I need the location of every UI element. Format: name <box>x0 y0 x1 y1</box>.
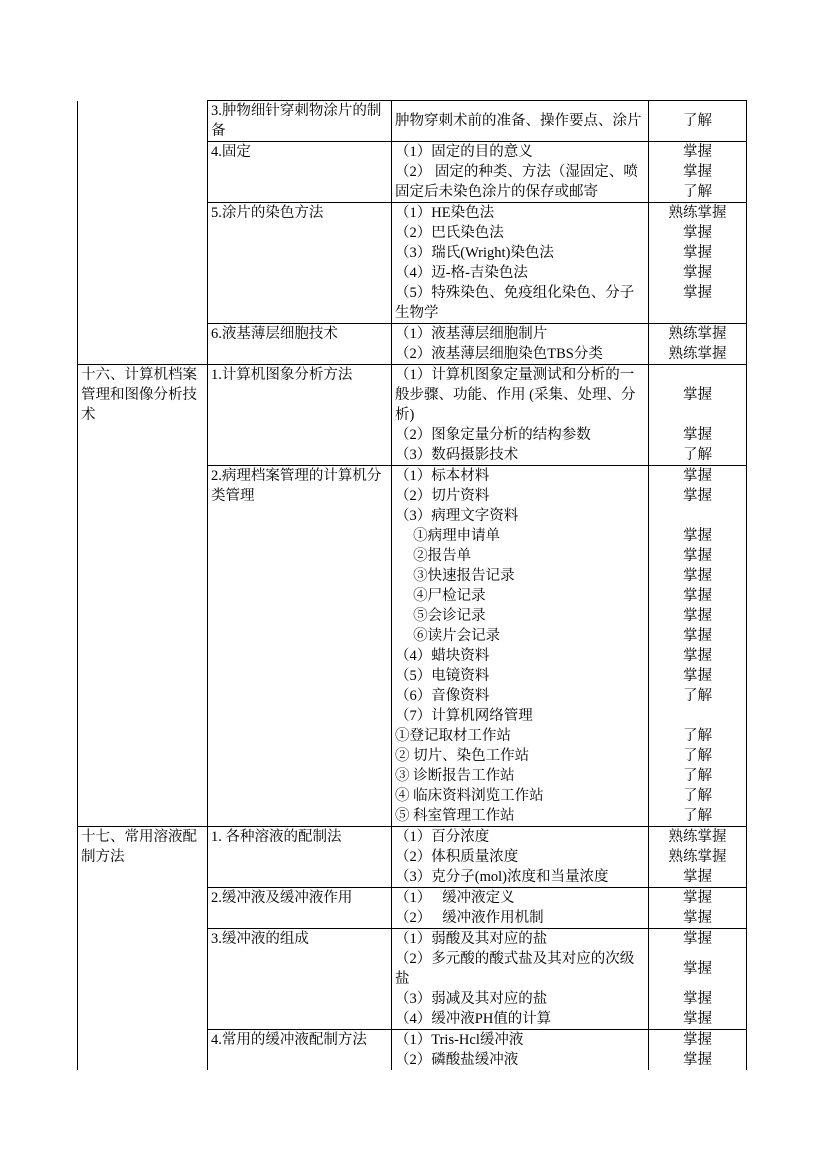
content-line: （3）数码摄影技术 <box>395 447 519 463</box>
content-line: 般步骤、功能、作用 (采集、处理、分 <box>395 387 636 403</box>
content-line: 肿物穿刺术前的准备、操作要点、涂片 <box>395 113 642 129</box>
content-item <box>395 182 645 202</box>
content-cell <box>392 101 649 142</box>
requirement-level: 掌握 <box>683 468 712 484</box>
requirement-level: 了解 <box>683 113 712 129</box>
syllabus-table-body <box>78 101 747 1071</box>
content-cell <box>392 203 649 324</box>
content-cell <box>392 1030 649 1071</box>
content-item <box>395 303 645 323</box>
content-item <box>395 666 645 686</box>
requirement-level: 掌握 <box>683 961 712 977</box>
requirement-level: 了解 <box>683 748 712 764</box>
content-line: （2）磷酸盐缓冲液 <box>395 1052 519 1068</box>
content-item <box>395 223 645 243</box>
requirement-level: 了解 <box>683 788 712 804</box>
topic-cell <box>208 827 392 888</box>
content-line: （4）迈-格-吉染色法 <box>395 265 528 281</box>
section-title-cell <box>78 827 208 1071</box>
content-line: （1）液基薄层细胞制片 <box>395 326 548 342</box>
topic-cell <box>208 466 392 827</box>
content-line: （3）瑞氏(Wright)染色法 <box>395 245 554 261</box>
topic-cell <box>208 888 392 929</box>
content-line: （3）弱减及其对应的盐 <box>395 991 548 1007</box>
requirement-level: 掌握 <box>683 588 712 604</box>
topic-label: 2.缓冲液及缓冲液作用 <box>211 890 353 906</box>
content-line: ⑤会诊记录 <box>395 608 486 624</box>
requirement-level: 掌握 <box>683 245 712 261</box>
content-item <box>395 324 645 344</box>
requirement-level: 熟练掌握 <box>668 829 727 845</box>
requirement-level: 掌握 <box>683 548 712 564</box>
topic-cell <box>208 365 392 466</box>
content-line: （2）切片资料 <box>395 488 490 504</box>
content-item <box>395 546 645 566</box>
content-line: （1）计算机图象定量测试和分析的一 <box>395 367 635 383</box>
content-line: （1）弱酸及其对应的盐 <box>395 931 548 947</box>
section-title-cell <box>78 101 208 365</box>
requirement-level: 熟练掌握 <box>668 849 727 865</box>
section-title: 十六、计算机档案管理和图像分析技术 <box>81 367 197 423</box>
content-item <box>395 162 645 182</box>
content-line: ④尸检记录 <box>395 588 486 604</box>
requirement-level: 掌握 <box>683 628 712 644</box>
requirement-level: 了解 <box>683 688 712 704</box>
content-line: （1）Tris-Hcl缓冲液 <box>395 1032 524 1048</box>
content-item <box>395 686 645 706</box>
level-cell <box>649 827 747 888</box>
level-cell <box>649 142 747 203</box>
topic-cell <box>208 142 392 203</box>
content-cell <box>392 888 649 929</box>
content-line: （2）多元酸的酸式盐及其对应的次级 <box>395 951 635 967</box>
requirement-level <box>649 303 746 323</box>
content-item <box>395 929 645 949</box>
content-line: ①登记取材工作站 <box>395 728 511 744</box>
content-line: 固定后未染色涂片的保存或邮寄 <box>395 184 598 200</box>
content-line: （2）体积质量浓度 <box>395 849 519 865</box>
requirement-level <box>649 706 746 726</box>
requirement-level: 掌握 <box>683 528 712 544</box>
requirement-level: 掌握 <box>683 890 712 906</box>
level-cell <box>649 1030 747 1071</box>
topic-label: 1. 各种溶液的配制法 <box>211 829 342 845</box>
syllabus-table <box>77 100 747 1070</box>
content-line: （6）音像资料 <box>395 688 490 704</box>
content-line: 盐 <box>395 971 410 987</box>
content-item <box>395 806 645 826</box>
content-item <box>395 626 645 646</box>
requirement-level: 掌握 <box>683 265 712 281</box>
requirement-level: 掌握 <box>683 668 712 684</box>
content-line: （2） 缓冲液作用机制 <box>395 910 544 926</box>
content-line: ② 切片、染色工作站 <box>395 748 530 764</box>
topic-label: 3.缓冲液的组成 <box>211 931 309 947</box>
content-line: （1）固定的目的意义 <box>395 144 533 160</box>
requirement-level: 掌握 <box>683 225 712 241</box>
content-line: （2）巴氏染色法 <box>395 225 504 241</box>
content-cell <box>392 466 649 827</box>
topic-cell <box>208 929 392 1030</box>
content-item <box>395 989 645 1009</box>
content-item <box>395 606 645 626</box>
content-item <box>395 243 645 263</box>
content-item <box>395 867 645 887</box>
requirement-level: 掌握 <box>683 910 712 926</box>
content-cell <box>392 324 649 365</box>
content-cell <box>392 827 649 888</box>
content-item <box>395 1050 645 1070</box>
requirement-level <box>649 506 746 526</box>
content-item <box>395 908 645 928</box>
content-line: ①病理申请单 <box>395 528 501 544</box>
level-cell <box>649 466 747 827</box>
table-row <box>78 101 747 142</box>
requirement-level: 掌握 <box>683 608 712 624</box>
content-line: ②报告单 <box>395 548 472 564</box>
content-line: （4）缓冲液PH值的计算 <box>395 1011 552 1027</box>
requirement-level: 掌握 <box>683 144 712 160</box>
content-item <box>395 1009 645 1029</box>
content-line: 生物学 <box>395 305 439 321</box>
content-item <box>395 203 645 223</box>
content-item <box>395 888 645 908</box>
content-item <box>395 486 645 506</box>
content-line: 析) <box>395 407 415 423</box>
content-line: （7）计算机网络管理 <box>395 708 533 724</box>
content-item <box>395 365 645 425</box>
level-cell <box>649 929 747 1030</box>
content-line: （2）液基薄层细胞染色TBS分类 <box>395 346 603 362</box>
topic-label: 3.肿物细针穿刺物涂片的制备 <box>211 103 382 139</box>
content-item <box>395 526 645 546</box>
content-item <box>395 466 645 486</box>
topic-label: 2.病理档案管理的计算机分类管理 <box>211 468 382 504</box>
content-item <box>395 263 645 283</box>
content-item <box>395 706 645 726</box>
level-cell <box>649 324 747 365</box>
level-cell <box>649 203 747 324</box>
content-item <box>395 506 645 526</box>
content-line: （3）克分子(mol)浓度和当量浓度 <box>395 869 609 885</box>
content-item <box>395 1030 645 1050</box>
requirement-level: 掌握 <box>683 1011 712 1027</box>
requirement-level: 掌握 <box>683 387 712 403</box>
content-line: （1）标本材料 <box>395 468 490 484</box>
content-item <box>395 344 645 364</box>
content-cell <box>392 365 649 466</box>
requirement-level: 掌握 <box>683 427 712 443</box>
content-line: ③ 诊断报告工作站 <box>395 768 515 784</box>
content-item <box>395 726 645 746</box>
requirement-level: 掌握 <box>683 568 712 584</box>
topic-label: 1.计算机图象分析方法 <box>211 367 353 383</box>
level-cell <box>649 888 747 929</box>
content-item <box>395 827 645 847</box>
table-row <box>78 827 747 888</box>
content-line: （5）电镜资料 <box>395 668 490 684</box>
topic-cell <box>208 1030 392 1071</box>
level-cell <box>649 365 747 466</box>
content-item <box>395 111 645 131</box>
requirement-level: 了解 <box>683 808 712 824</box>
content-item <box>395 847 645 867</box>
content-line: （1）HE染色法 <box>395 205 495 221</box>
content-item <box>395 142 645 162</box>
content-item <box>395 425 645 445</box>
requirement-level: 掌握 <box>683 991 712 1007</box>
content-item <box>395 586 645 606</box>
content-item <box>395 766 645 786</box>
content-line: （4）蜡块资料 <box>395 648 490 664</box>
content-item <box>395 949 645 989</box>
topic-label: 6.液基薄层细胞技术 <box>211 326 338 342</box>
content-item <box>395 746 645 766</box>
content-line: ⑥读片会记录 <box>395 628 501 644</box>
table-row <box>78 365 747 466</box>
requirement-level: 了解 <box>683 728 712 744</box>
content-item <box>395 786 645 806</box>
content-line: （3）病理文字资料 <box>395 508 519 524</box>
requirement-level: 了解 <box>683 768 712 784</box>
content-line: （5）特殊染色、免疫组化染色、分子 <box>395 285 635 301</box>
requirement-level: 掌握 <box>683 1052 712 1068</box>
requirement-level: 掌握 <box>683 164 712 180</box>
content-line: （1） 缓冲液定义 <box>395 890 515 906</box>
content-line: ③快速报告记录 <box>395 568 515 584</box>
content-item <box>395 283 645 303</box>
requirement-level: 掌握 <box>683 488 712 504</box>
section-title-cell <box>78 365 208 827</box>
content-line: （2） 固定的种类、方法（湿固定、喷 <box>395 164 638 180</box>
requirement-level: 掌握 <box>683 869 712 885</box>
content-line: ④ 临床资料浏览工作站 <box>395 788 544 804</box>
level-cell <box>649 101 747 142</box>
requirement-level: 了解 <box>683 447 712 463</box>
requirement-level: 熟练掌握 <box>668 326 727 342</box>
requirement-level: 掌握 <box>683 931 712 947</box>
requirement-level: 熟练掌握 <box>668 346 727 362</box>
content-item <box>395 566 645 586</box>
content-item <box>395 646 645 666</box>
topic-label: 4.常用的缓冲液配制方法 <box>211 1032 367 1048</box>
topic-label: 4.固定 <box>211 144 251 160</box>
topic-cell <box>208 101 392 142</box>
topic-label: 5.涂片的染色方法 <box>211 205 324 221</box>
requirement-level: 了解 <box>683 184 712 200</box>
requirement-level: 掌握 <box>683 285 712 301</box>
requirement-level: 熟练掌握 <box>668 205 727 221</box>
content-item <box>395 445 645 465</box>
content-line: ⑤ 科室管理工作站 <box>395 808 515 824</box>
requirement-level: 掌握 <box>683 1032 712 1048</box>
content-line: （2）图象定量分析的结构参数 <box>395 427 591 443</box>
content-cell <box>392 929 649 1030</box>
content-cell <box>392 142 649 203</box>
requirement-level: 掌握 <box>683 648 712 664</box>
content-line: （1）百分浓度 <box>395 829 490 845</box>
topic-cell <box>208 324 392 365</box>
section-title: 十七、常用溶液配制方法 <box>81 829 197 865</box>
topic-cell <box>208 203 392 324</box>
